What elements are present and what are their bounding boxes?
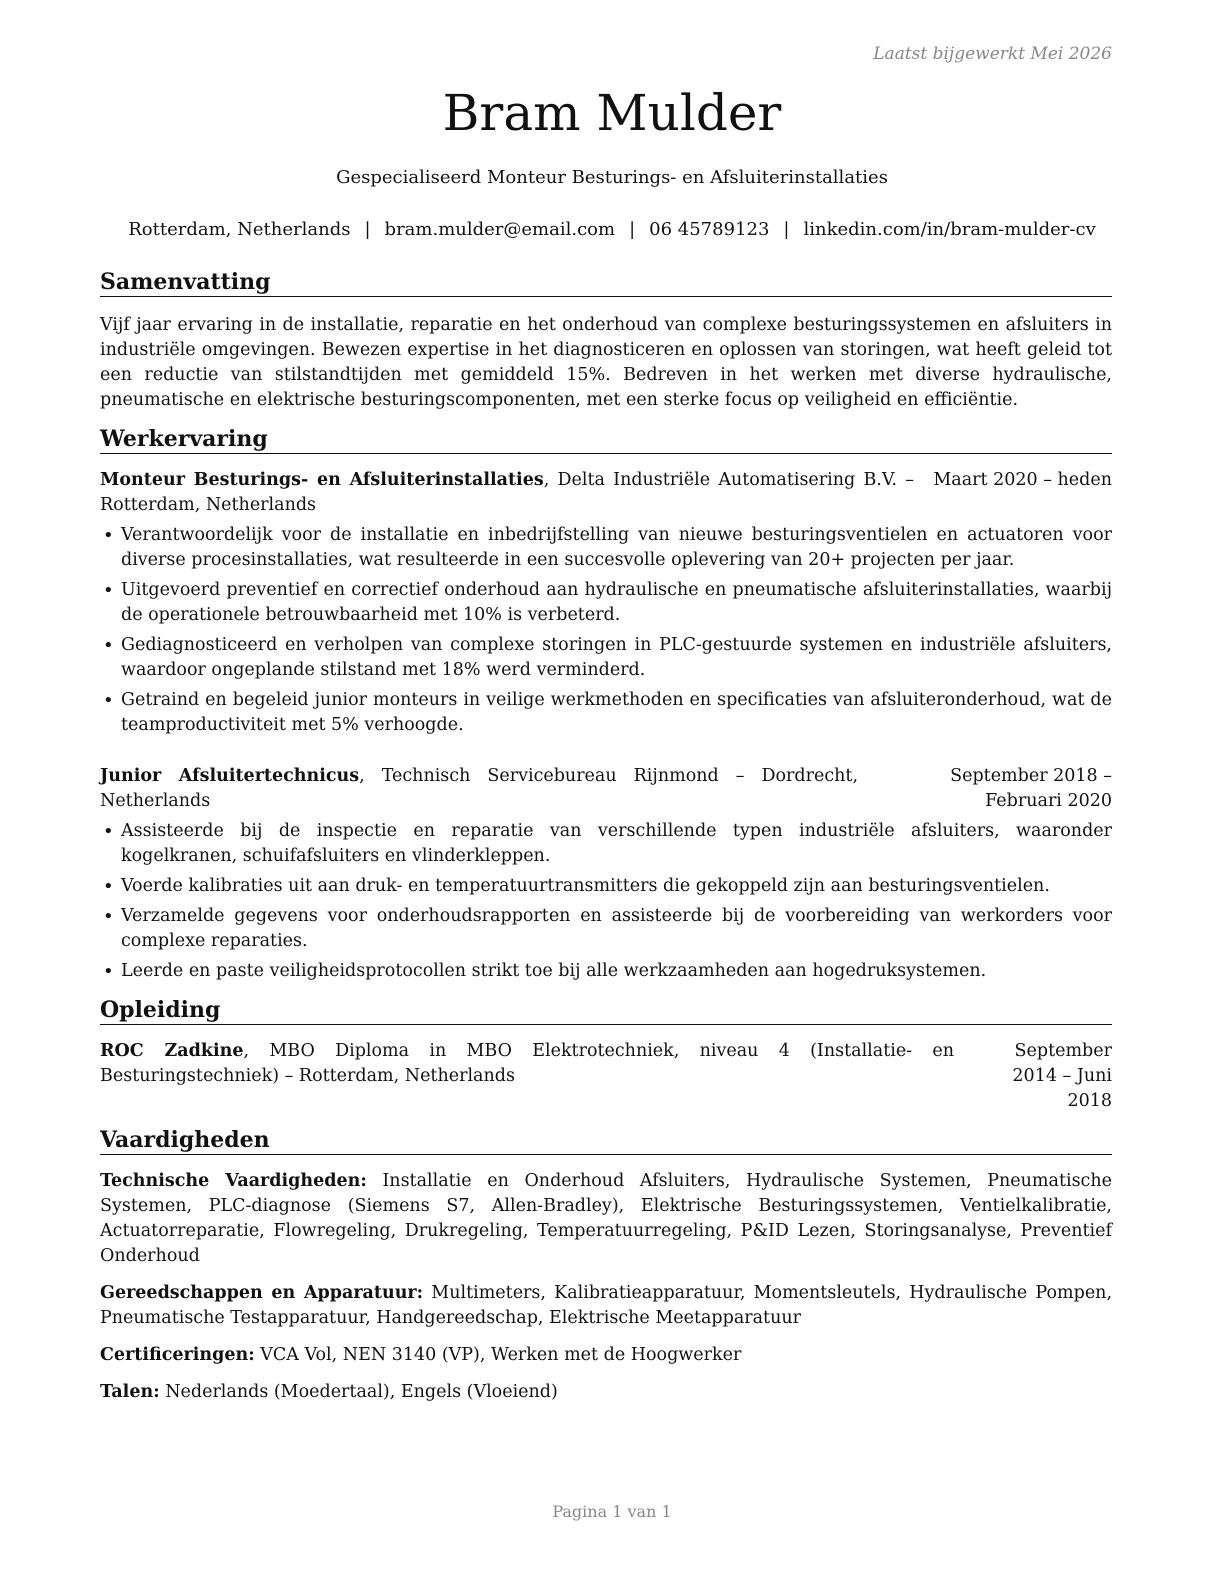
job-title-line bbox=[100, 764, 876, 814]
job-bullet: • Verantwoordelijk voor de installatie en inbedrijfstelling van nieuwe besturingsventielen en actuatoren voor diverse procesinstallaties, wat resulteerde in een succesvolle oplevering van 20+ projecten per jaar. bbox=[100, 523, 1112, 573]
job-title-line bbox=[100, 468, 932, 518]
skill-group-technical bbox=[100, 1169, 1112, 1269]
summary-section bbox=[100, 270, 1112, 413]
resume-body bbox=[100, 270, 1112, 1419]
job-organization: , Delta Industriële Automatisering B.V. – Rotterdam, Netherlands bbox=[100, 470, 914, 515]
job-entry bbox=[100, 468, 1112, 738]
skill-group-label: Technische Vaardigheden: bbox=[100, 1171, 367, 1191]
education-entry bbox=[100, 1039, 1112, 1114]
contact-linkedin[interactable]: linkedin.com/in/bram-mulder-cv bbox=[803, 219, 1096, 240]
candidate-headline: Gespecialiseerd Monteur Besturings- en Afsluiterinstallaties bbox=[336, 167, 888, 188]
job-dates: Maart 2020 – heden bbox=[933, 470, 1112, 490]
section-title-experience: Werkervaring bbox=[100, 427, 1112, 454]
section-title-summary: Samenvatting bbox=[100, 270, 1112, 297]
job-role: Junior Afsluitertechnicus bbox=[100, 766, 360, 786]
skill-group-label: Certificeringen: bbox=[100, 1345, 255, 1365]
education-detail: , MBO Diploma in MBO Elektrotechniek, niveau 4 (Installatie- en Besturingstechniek) – Rotterdam, Netherlands bbox=[100, 1041, 954, 1086]
education-header bbox=[100, 1039, 1112, 1114]
experience-section bbox=[100, 427, 1112, 984]
job-bullet: • Voerde kalibraties uit aan druk- en temperatuurtransmitters die gekoppeld zijn aan besturingsventielen. bbox=[100, 874, 1112, 899]
job-bullets bbox=[100, 523, 1112, 738]
skill-group-certifications bbox=[100, 1343, 1112, 1368]
last-updated-note: Laatst bijgewerkt Mei 2026 bbox=[873, 44, 1112, 64]
contact-phone: 06 45789123 bbox=[649, 219, 770, 240]
job-role: Monteur Besturings- en Afsluiterinstallaties bbox=[100, 470, 544, 490]
education-dates: September 2014 – Juni 2018 bbox=[1012, 1041, 1112, 1111]
skill-group-text: Nederlands (Moedertaal), Engels (Vloeiend) bbox=[159, 1382, 558, 1402]
skill-group-languages bbox=[100, 1380, 1112, 1405]
job-dates: September 2018 – Februari 2020 bbox=[950, 766, 1112, 811]
job-bullet: • Verzamelde gegevens voor onderhoudsrapporten en assisteerde bij de voorbereiding van werkorders voor complexe reparaties. bbox=[100, 904, 1112, 954]
contact-location: Rotterdam, Netherlands bbox=[128, 219, 351, 240]
page-number: Pagina 1 van 1 bbox=[552, 1502, 672, 1521]
education-school: ROC Zadkine bbox=[100, 1041, 244, 1061]
job-bullet: • Leerde en paste veiligheidsprotocollen strikt toe bij alle werkzaamheden aan hogedruksystemen. bbox=[100, 959, 1112, 984]
contact-email[interactable]: bram.mulder@email.com bbox=[384, 219, 616, 240]
job-header bbox=[100, 764, 1112, 814]
job-bullet: • Getraind en begeleid junior monteurs in veilige werkmethoden en specificaties van afsluiteronderhoud, wat de teamproductiviteit met 5% verhoogde. bbox=[100, 688, 1112, 738]
summary-text: Vijf jaar ervaring in de installatie, reparatie en het onderhoud van complexe besturingssystemen en afsluiters in industriële omgevingen. Bewezen expertise in het diagnosticeren en oplossen van storingen, wat heeft geleid tot een reductie van stilstandtijden met gemiddeld 15%. Bedreven in het werken met diverse hydraulische, pneumatische en elektrische besturingscomponenten, met een sterke focus op veiligheid en efficiëntie. bbox=[100, 315, 1112, 410]
job-header bbox=[100, 468, 1112, 518]
job-entry bbox=[100, 764, 1112, 984]
contact-line bbox=[0, 219, 1224, 240]
contact-separator: | bbox=[783, 219, 790, 240]
skill-group-label: Talen: bbox=[100, 1382, 160, 1402]
skills-section bbox=[100, 1128, 1112, 1405]
skill-group-text: VCA Vol, NEN 3140 (VP), Werken met de Hoogwerker bbox=[254, 1345, 742, 1365]
contact-separator: | bbox=[629, 219, 636, 240]
skill-group-text: Installatie en Onderhoud Afsluiters, Hydraulische Systemen, Pneumatische Systemen, PLC-diagnose (Siemens S7, Allen-Bradley), Elektrische Besturingssystemen, Ventielkalibratie, Actuatorreparatie, Flowregeling, Drukregeling, Temperatuurregeling, P&ID Lezen, Storingsanalyse, Preventief Onderhoud bbox=[100, 1171, 1112, 1266]
job-bullet: • Assisteerde bij de inspectie en reparatie van verschillende typen industriële afsluiters, waaronder kogelkranen, schuifafsluiters en vlinderkleppen. bbox=[100, 819, 1112, 869]
education-line bbox=[100, 1039, 972, 1089]
section-title-skills: Vaardigheden bbox=[100, 1128, 1112, 1155]
job-organization: , Technisch Servicebureau Rijnmond – Dordrecht, Netherlands bbox=[100, 766, 859, 811]
skill-group-tools bbox=[100, 1281, 1112, 1331]
job-bullet: • Gediagnosticeerd en verholpen van complexe storingen in PLC-gestuurde systemen en industriële afsluiters, waardoor ongeplande stilstand met 18% werd verminderd. bbox=[100, 633, 1112, 683]
section-title-education: Opleiding bbox=[100, 998, 1112, 1025]
job-bullets bbox=[100, 819, 1112, 984]
education-section bbox=[100, 998, 1112, 1114]
contact-separator: | bbox=[364, 219, 371, 240]
candidate-name: Bram Mulder bbox=[442, 84, 782, 142]
skill-group-label: Gereedschappen en Apparatuur: bbox=[100, 1283, 424, 1303]
skill-group-text: Multimeters, Kalibratieapparatuur, Momentsleutels, Hydraulische Pompen, Pneumatische Testapparatuur, Handgereedschap, Elektrische Meetapparatuur bbox=[100, 1283, 1113, 1328]
job-bullet: • Uitgevoerd preventief en correctief onderhoud aan hydraulische en pneumatische afsluiterinstallaties, waarbij de operationele betrouwbaarheid met 10% is verbeterd. bbox=[100, 578, 1112, 628]
